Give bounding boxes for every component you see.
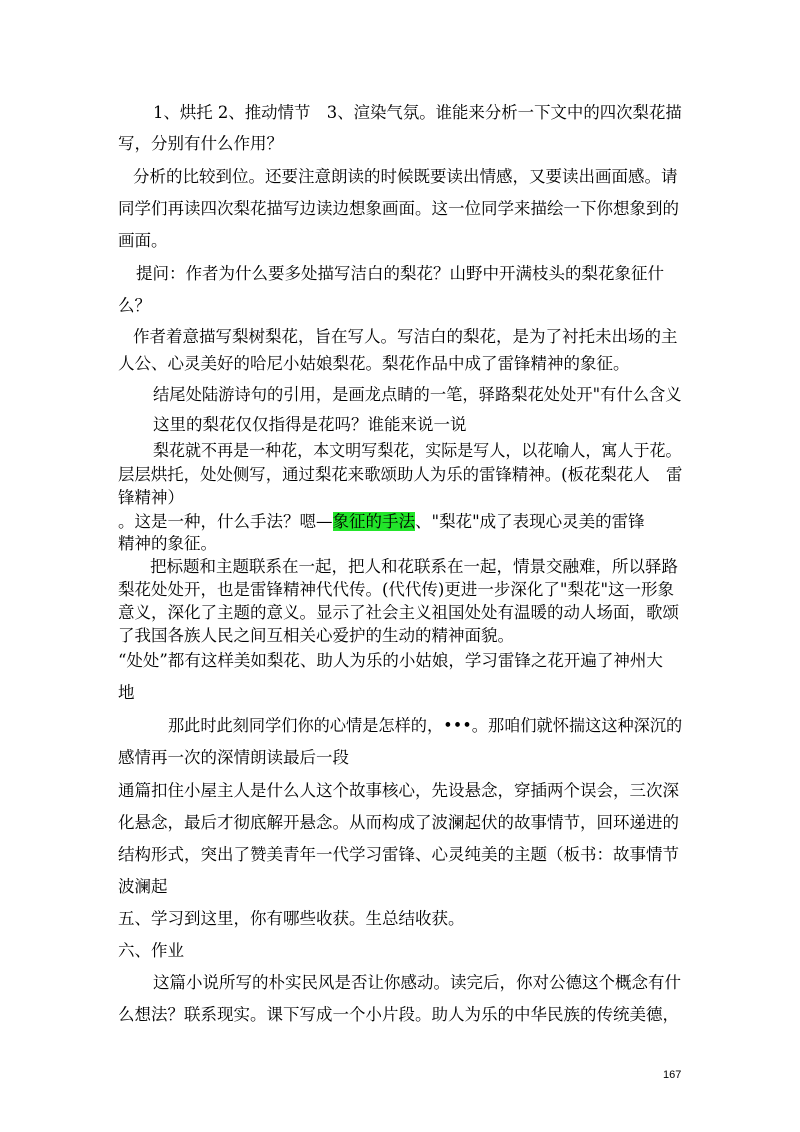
text-line: 梨花处处开，也是雷锋精神代代传。(代代传)更进一步深化了"梨花"这一形象 [118, 580, 675, 599]
text-line: 感情再一次的深情朗读最后一段 [118, 748, 349, 767]
text-line: 提问：作者为什么要多处描写洁白的梨花？山野中开满枝头的梨花象征什 [136, 264, 664, 283]
text-line [118, 512, 645, 532]
text-line: 这篇小说所写的朴实民风是否让你感动。读完后，你对公德这个概念有什 [153, 973, 681, 992]
text-line: 锋精神） [118, 488, 184, 507]
text-line: “处处”都有这样美如梨花、助人为乐的小姑娘，学习雷锋之花开遍了神州大 [118, 651, 663, 670]
text-line: 梨花就不再是一种花，本文明写梨花，实际是写人，以花喻人，寓人于花。 [153, 441, 682, 460]
text-line: 写，分别有什么作用？ [118, 134, 283, 153]
page-number: 167 [663, 1069, 682, 1081]
text-line: 分析的比较到位。还要注意朗读的时候既要读出情感，又要读出画面感。请 [133, 167, 678, 186]
text-line: 意义，深化了主题的意义。显示了社会主义祖国处处有温暖的动人场面，歌颂 [118, 603, 679, 622]
text-line: 人公、心灵美好的哈尼小姑娘梨花。梨花作品中成了雷锋精神的象征。 [118, 354, 630, 373]
text-line: 结构形式，突出了赞美青年一代学习雷锋、心灵纯美的主题（板书：故事情节 [118, 845, 679, 864]
text-line: 那此时此刻同学们你的心情是怎样的，•••。那咱们就怀揣这这种深沉的 [168, 716, 683, 735]
text-line: 五、学习到这里，你有哪些收获。生总结收获。 [118, 909, 465, 928]
text-line: 这里的梨花仅仅指得是花吗？谁能来说一说 [153, 415, 467, 434]
text-line: 波澜起 [118, 877, 168, 896]
text-line: 精神的象征。 [118, 534, 217, 553]
text-line: 么？ [118, 296, 151, 315]
text-line: 地 [118, 683, 135, 702]
text-line: 作者着意描写梨树梨花，旨在写人。写洁白的梨花，是为了衬托未出场的主 [133, 327, 678, 346]
text-line: 么想法？联系现实。课下写成一个小片段。助人为乐的中华民族的传统美德， [118, 1005, 679, 1024]
text-line: 了我国各族人民之间互相关心爱护的生动的精神面貌。 [118, 626, 514, 645]
text-line: 同学们再读四次梨花描写边读边想象画面。这一位同学来描绘一下你想象到的 [118, 199, 679, 218]
text-line: 结尾处陆游诗句的引用，是画龙点睛的一笔，驿路梨花处处开"有什么含义 [153, 385, 682, 404]
text-line: 层层烘托，处处侧写，通过梨花来歌颂助人为乐的雷锋精神。(板花梨花人 雷 [118, 465, 683, 484]
text-line: 画面。 [118, 231, 168, 250]
highlighted-term: 象征的手法 [332, 512, 415, 531]
text-line: 把标题和主题联系在一起，把人和花联系在一起，情景交融难，所以驿路 [150, 557, 678, 576]
text-line: 化悬念，最后才彻底解开悬念。从而构成了波澜起伏的故事情节，回环递进的 [118, 813, 679, 832]
text-segment: 。这是一种，什么手法？嗯— [118, 512, 333, 531]
text-line: 通篇扣住小屋主人是什么人这个故事核心，先设悬念，穿插两个误会，三次深 [118, 781, 679, 800]
text-line: 1、烘托 2、推动情节 3、渲染气氛。谁能来分析一下文中的四次梨花描 [153, 103, 682, 122]
text-segment: 、"梨花"成了表现心灵美的雷锋 [415, 512, 645, 531]
text-line: 六、作业 [118, 941, 184, 960]
